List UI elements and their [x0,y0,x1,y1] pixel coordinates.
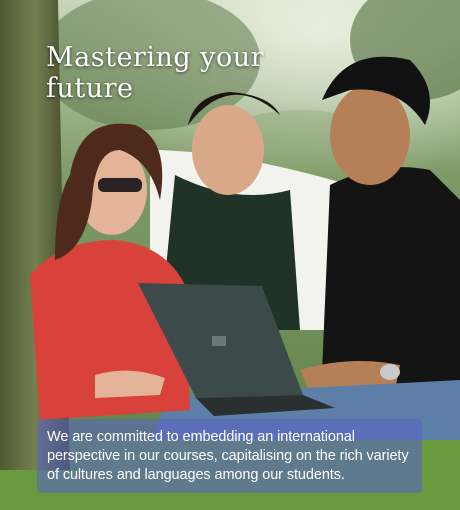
banner-headline [46,42,264,104]
caption-text: We are committed to embedding an international perspective in our courses, capitalising on the rich variety of cultures and languages among our students. [47,429,409,483]
caption-overlay [37,419,422,493]
headline-line-2: future [46,73,134,104]
headline-line-1: Mastering your [46,42,265,73]
